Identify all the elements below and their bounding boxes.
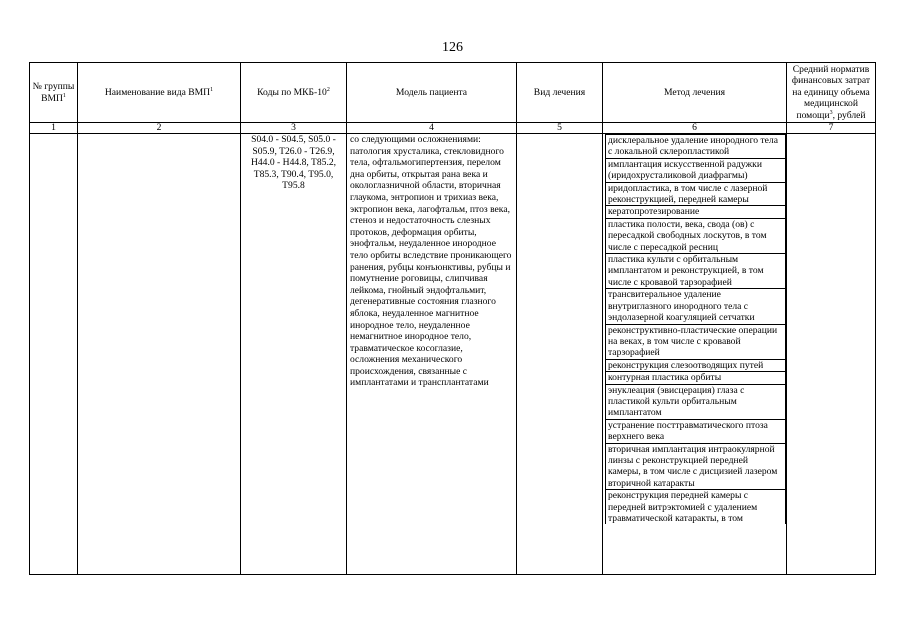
header-treatment-method: Метод лечения (603, 63, 787, 123)
header-icd-codes: Коды по МКБ-$10^2$ (241, 63, 347, 123)
treatment-method-item: пластика культи с орбитальным имплантатом и реконструкцией, в том числе с кровавой тарзорафией (605, 253, 786, 288)
header-row (30, 63, 876, 123)
treatment-method-item: реконструктивно-пластические операции на веках, в том числе с кровавой тарзорафией (605, 324, 786, 359)
treatment-method-item: контурная пластика орбиты (605, 371, 786, 383)
treatment-method-item: иридопластика, в том числе с лазерной реконструкцией, передней камеры (605, 182, 786, 206)
treatment-method-item: реконструкция слезоотводящих путей (605, 359, 786, 371)
page-number: 126 (442, 40, 463, 55)
treatment-methods-list (605, 134, 786, 524)
treatment-method-item: энуклеация (эвисцерация) глаза с пластикой культи орбитальным имплантатом (605, 384, 786, 419)
header-patient-model: Модель пациента (347, 63, 517, 123)
column-number: 2 (78, 123, 241, 134)
treatment-method-item: вторичная имплантация интраокулярной линзы с реконструкцией передней камеры, в том числе с дисцизией лазером вторичной катаракты (605, 443, 786, 490)
treatment-method-item: трансвитеральное удаление внутриглазного инородного тела с эндолазерной коагуляцией сетчатки (605, 288, 786, 323)
header-cost-norm: Средний норматив финансовых затрат на единицу объема медицинской помощи$^3$, рублей (787, 63, 876, 123)
icd-codes-cell: S04.0 - S04.5, S05.0 - S05.9, T26.0 - T26.9, H44.0 - H44.8, T85.2, T85.3, T90.4, T95.0, T95.8 (241, 134, 347, 575)
group-number-cell (30, 134, 78, 575)
treatment-methods-cell (603, 134, 787, 575)
column-number: 1 (30, 123, 78, 134)
column-number: 3 (241, 123, 347, 134)
header-group-number: № группы ВМП$^1$ (30, 63, 78, 123)
column-number: 5 (517, 123, 603, 134)
column-number-row (30, 123, 876, 134)
cost-norm-cell (787, 134, 876, 575)
vmp-name-cell (78, 134, 241, 575)
patient-model-cell: со следующими осложнениями: патология хрусталика, стекловидного тела, офтальмогипертензия, перелом дна орбиты, открытая рана века и окологлазничной области, вторичная глаукома, энтропион и трихиаз века, эктропион века, лагофтальм, птоз века, стеноз и недостаточность слезных протоков, деформация орбиты, энофтальм, неудаленное инородное тело орбиты вследствие проникающего ранения, рубцы конъюнктивы, рубцы и помутнение роговицы, слипчивая лейкома, гнойный эндофтальмит, дегенеративные состояния глазного яблока, неудаленное магнитное инородное тело, неудаленное немагнитное инородное тело, травматическое косоглазие, осложнения механического происхождения, связанные с имплантатами и трансплантатами (347, 134, 517, 575)
treatment-method-item: реконструкция передней камеры с передней витрэктомией с удалением травматической катаракты, в том (605, 489, 786, 524)
column-number: 6 (603, 123, 787, 134)
header-treatment-type: Вид лечения (517, 63, 603, 123)
treatment-method-item: кератопротезирование (605, 205, 786, 217)
column-number: 7 (787, 123, 876, 134)
treatment-method-item: устранение посттравматического птоза верхнего века (605, 419, 786, 443)
treatment-method-item: дисклеральное удаление инородного тела с локальной склеропластикой (605, 134, 786, 158)
header-vmp-name: Наименование вида ВМП$^1$ (78, 63, 241, 123)
vmp-table (29, 62, 876, 575)
treatment-method-item: имплантация искусственной радужки (иридохрусталиковой диафрагмы) (605, 158, 786, 182)
treatment-type-cell (517, 134, 603, 575)
table-row (30, 134, 876, 575)
column-number: 4 (347, 123, 517, 134)
treatment-method-item: пластика полости, века, свода (ов) с пересадкой свободных лоскутов, в том числе с пересадкой ресниц (605, 218, 786, 253)
